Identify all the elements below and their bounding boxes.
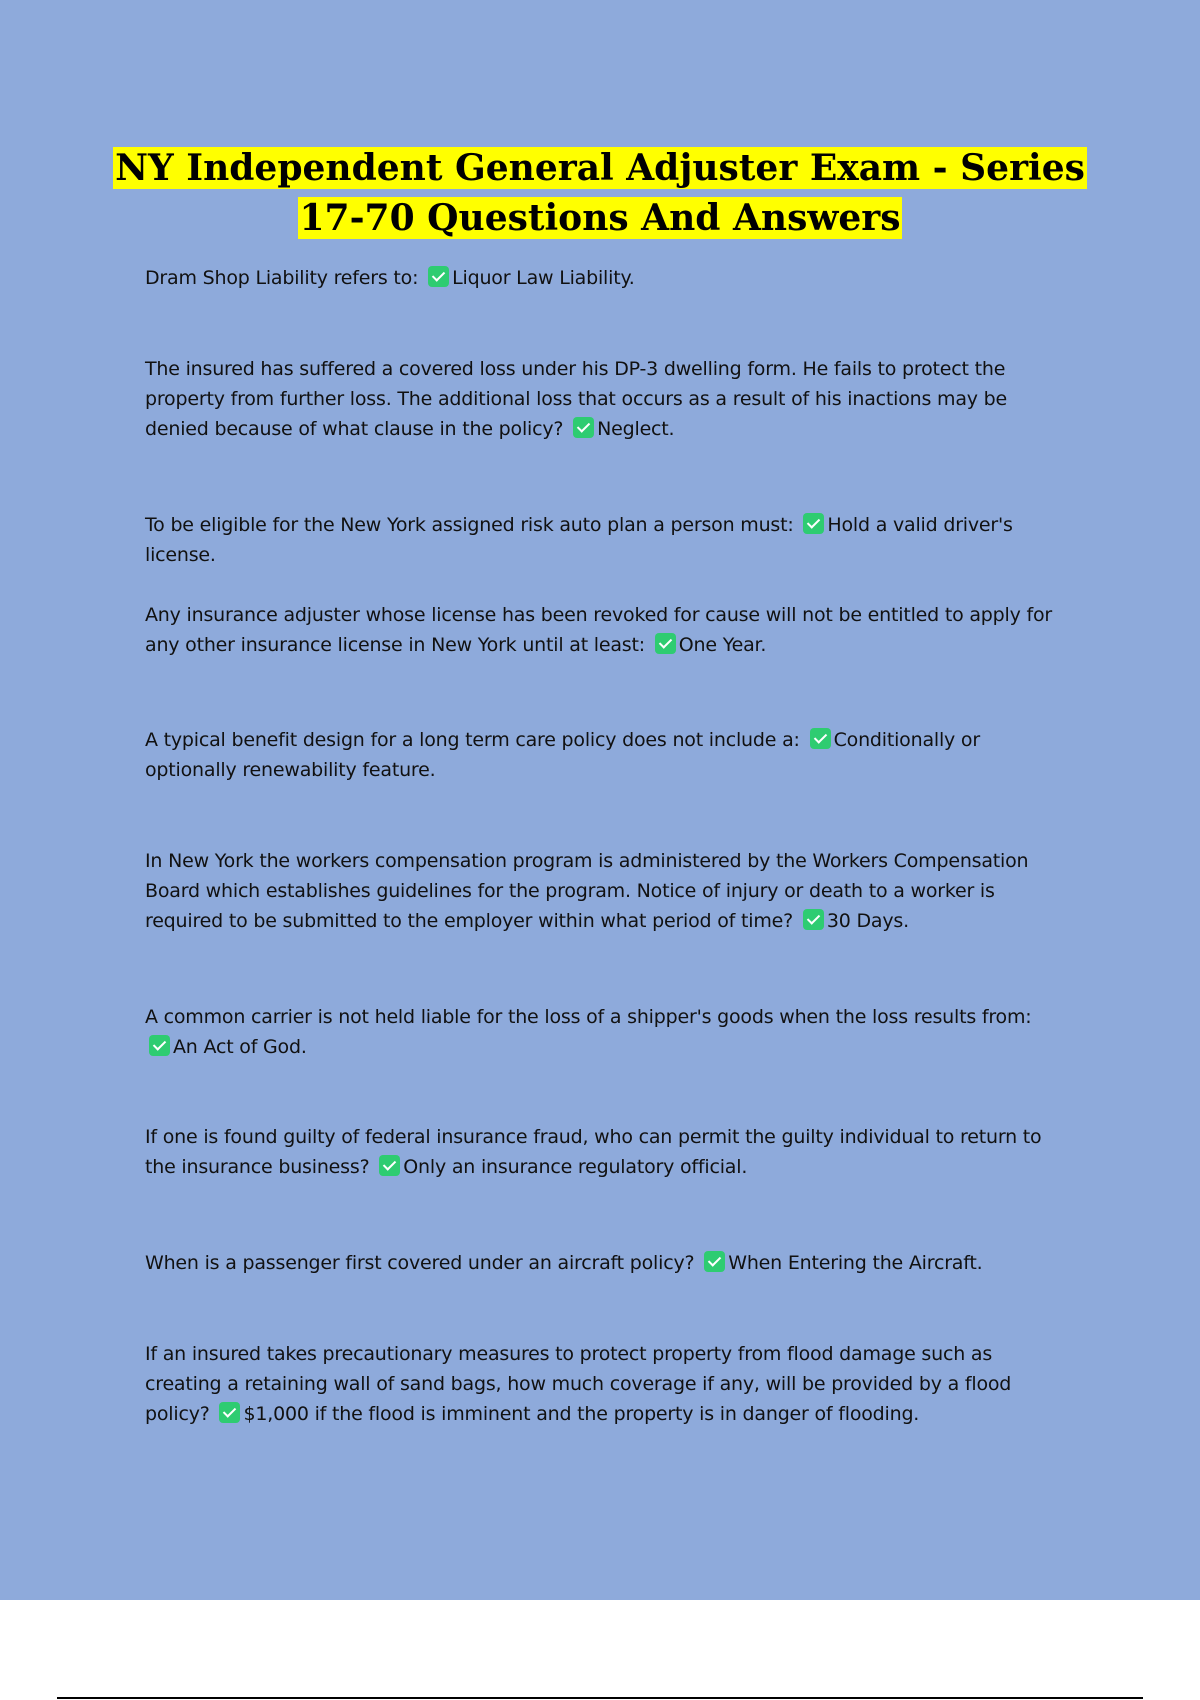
question-text: The insured has suffered a covered loss under his DP-3 dwelling form. He fails to protect the property from further loss. The additional loss that occurs as a result of his inactions may be denied because of what clause in the policy? (145, 358, 1008, 440)
question-text: In New York the workers compensation program is administered by the Workers Compensation Board which establishes guidelines for the program. Notice of injury or death to a worker is required to be submitted to the employer within what period of time? (145, 850, 1029, 932)
answer-text: When Entering the Aircraft. (728, 1252, 983, 1274)
qa-item (145, 263, 1065, 293)
check-mark-icon (219, 1402, 240, 1423)
question-text: Dram Shop Liability refers to: (145, 267, 419, 289)
qa-item (145, 600, 1065, 660)
answer-text: An Act of God. (173, 1036, 307, 1058)
qa-item (145, 725, 1065, 785)
answer-text: One Year. (678, 634, 767, 656)
check-mark-icon (704, 1251, 725, 1272)
answer-text: Only an insurance regulatory official. (403, 1156, 748, 1178)
question-text: A typical benefit design for a long term care policy does not include a: (145, 729, 800, 751)
question-text: When is a passenger first covered under an aircraft policy? (145, 1252, 695, 1274)
qa-item (145, 354, 1065, 444)
question-text: To be eligible for the New York assigned risk auto plan a person must: (145, 514, 794, 536)
answer-text: 30 Days. (826, 910, 909, 932)
qa-item (145, 846, 1065, 936)
qa-item (145, 1002, 1065, 1062)
check-mark-icon (810, 728, 831, 749)
check-mark-icon (803, 513, 824, 534)
check-mark-icon (803, 909, 824, 930)
question-text: Any insurance adjuster whose license has been revoked for cause will not be entitled to apply for any other insurance license in New York until at least: (145, 604, 1053, 656)
check-mark-icon (655, 633, 676, 654)
qa-item (145, 1122, 1065, 1182)
check-mark-icon (379, 1155, 400, 1176)
title-highlight: NY Independent General Adjuster Exam - Series 17-70 Questions And Answers (115, 147, 1085, 239)
question-text: If an insured takes precautionary measures to protect property from flood damage such as creating a retaining wall of sand bags, how much coverage if any, will be provided by a flood policy? (145, 1343, 1012, 1425)
check-mark-icon (149, 1035, 170, 1056)
question-text: A common carrier is not held liable for the loss of a shipper's goods when the loss results from: (145, 1006, 1032, 1028)
footer-divider (57, 1697, 1143, 1699)
qa-item (145, 1339, 1065, 1429)
answer-text: Neglect. (597, 418, 675, 440)
check-mark-icon (573, 417, 594, 438)
answer-text: Conditionally or optionally renewability feature. (145, 729, 980, 781)
document-title (100, 143, 1100, 243)
answer-text: $1,000 if the flood is imminent and the property is in danger of flooding. (243, 1403, 920, 1425)
answer-text: Hold a valid driver's license. (145, 514, 1013, 566)
qa-item (145, 510, 1065, 570)
check-mark-icon (428, 266, 449, 287)
answer-text: Liquor Law Liability. (452, 267, 635, 289)
qa-item (145, 1248, 1065, 1278)
question-text: If one is found guilty of federal insurance fraud, who can permit the guilty individual to return to the insurance business? (145, 1126, 1042, 1178)
